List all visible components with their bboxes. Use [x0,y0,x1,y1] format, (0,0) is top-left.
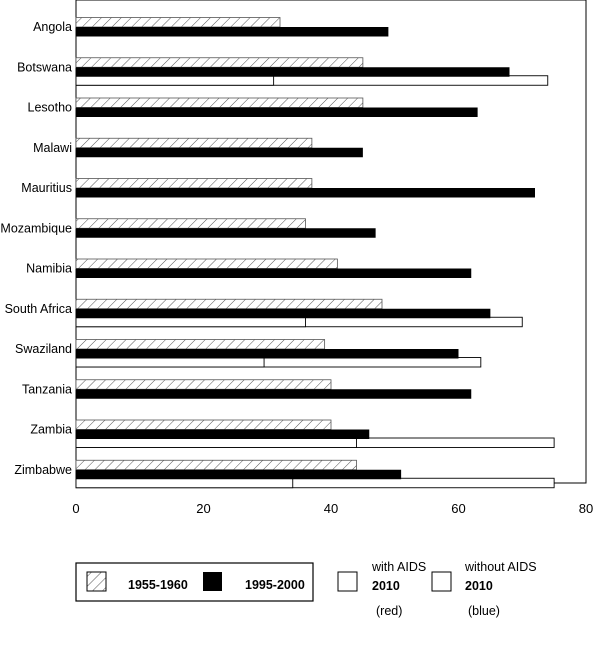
legend-label-with-aids-year: 2010 [372,579,400,593]
bar-1995-2000-zimbabwe [76,470,401,480]
x-axis-ticks [72,501,593,516]
legend-label-without-aids-year: 2010 [465,579,493,593]
category-label-mozambique: Mozambique [0,221,72,236]
legend-label-with-aids: with AIDS [372,560,427,574]
bar-1995-2000-zambia [76,430,369,440]
bar-1955-1960-zimbabwe [76,460,357,470]
bar-1955-1960-mauritius [76,179,312,189]
bar-1955-1960-malawi [76,138,312,148]
bar-1995-2000-angola [76,27,388,37]
bar-1955-1960-botswana [76,58,363,68]
bar-1995-2000-south-africa [76,309,490,319]
legend-swatch-1995-2000 [203,572,222,591]
bar-with-aids-2010-zimbabwe [76,478,293,488]
category-label-swaziland: Swaziland [15,342,72,356]
bar-1995-2000-swaziland [76,349,459,359]
bar-1955-1960-lesotho [76,98,363,108]
bar-with-aids-2010-swaziland [76,358,264,368]
legend-label-1955-1960: 1955-1960 [128,578,188,592]
legend-swatch-with-aids [338,572,357,591]
bar-1995-2000-namibia [76,269,471,279]
category-label-botswana: Botswana [17,60,72,75]
legend [76,560,537,618]
x-tick-label-80: 80 [578,501,594,516]
category-label-zimbabwe: Zimbabwe [14,462,72,477]
bar-1955-1960-south-africa [76,299,382,309]
legend-label-with-aids-color: (red) [376,604,403,618]
category-labels [0,20,72,477]
bar-1955-1960-tanzania [76,380,331,390]
bar-1955-1960-mozambique [76,219,306,229]
bar-1995-2000-lesotho [76,108,478,118]
bar-1995-2000-tanzania [76,389,471,399]
category-label-zambia: Zambia [30,422,72,437]
x-tick-label-60: 60 [451,501,466,516]
bar-with-aids-2010-zambia [76,438,357,448]
category-label-mauritius: Mauritius [21,181,72,195]
bar-with-aids-2010-botswana [76,76,274,86]
x-tick-label-0: 0 [72,501,80,516]
legend-swatch-without-aids [432,572,451,591]
x-tick-label-40: 40 [323,501,339,516]
category-label-south-africa: South Africa [4,301,72,316]
legend-label-without-aids: without AIDS [465,560,537,574]
bar-with-aids-2010-south-africa [76,317,306,327]
bar-1995-2000-mauritius [76,188,535,198]
category-label-angola: Angola [33,20,72,34]
bars-group [76,18,554,488]
x-tick-label-20: 20 [196,501,211,516]
bar-1995-2000-botswana [76,67,510,77]
legend-label-without-aids-color: (blue) [468,604,500,618]
legend-swatch-1955-1960 [87,572,106,591]
category-label-namibia: Namibia [26,261,72,276]
bar-1995-2000-malawi [76,148,363,158]
legend-label-1995-2000: 1995-2000 [245,578,305,592]
category-label-lesotho: Lesotho [27,100,72,115]
bar-1955-1960-swaziland [76,340,325,350]
bar-1955-1960-angola [76,18,280,28]
category-label-malawi: Malawi [33,140,72,155]
bar-1995-2000-mozambique [76,228,376,238]
bar-1955-1960-zambia [76,420,331,430]
bar-1955-1960-namibia [76,259,337,269]
category-label-tanzania: Tanzania [21,382,72,397]
